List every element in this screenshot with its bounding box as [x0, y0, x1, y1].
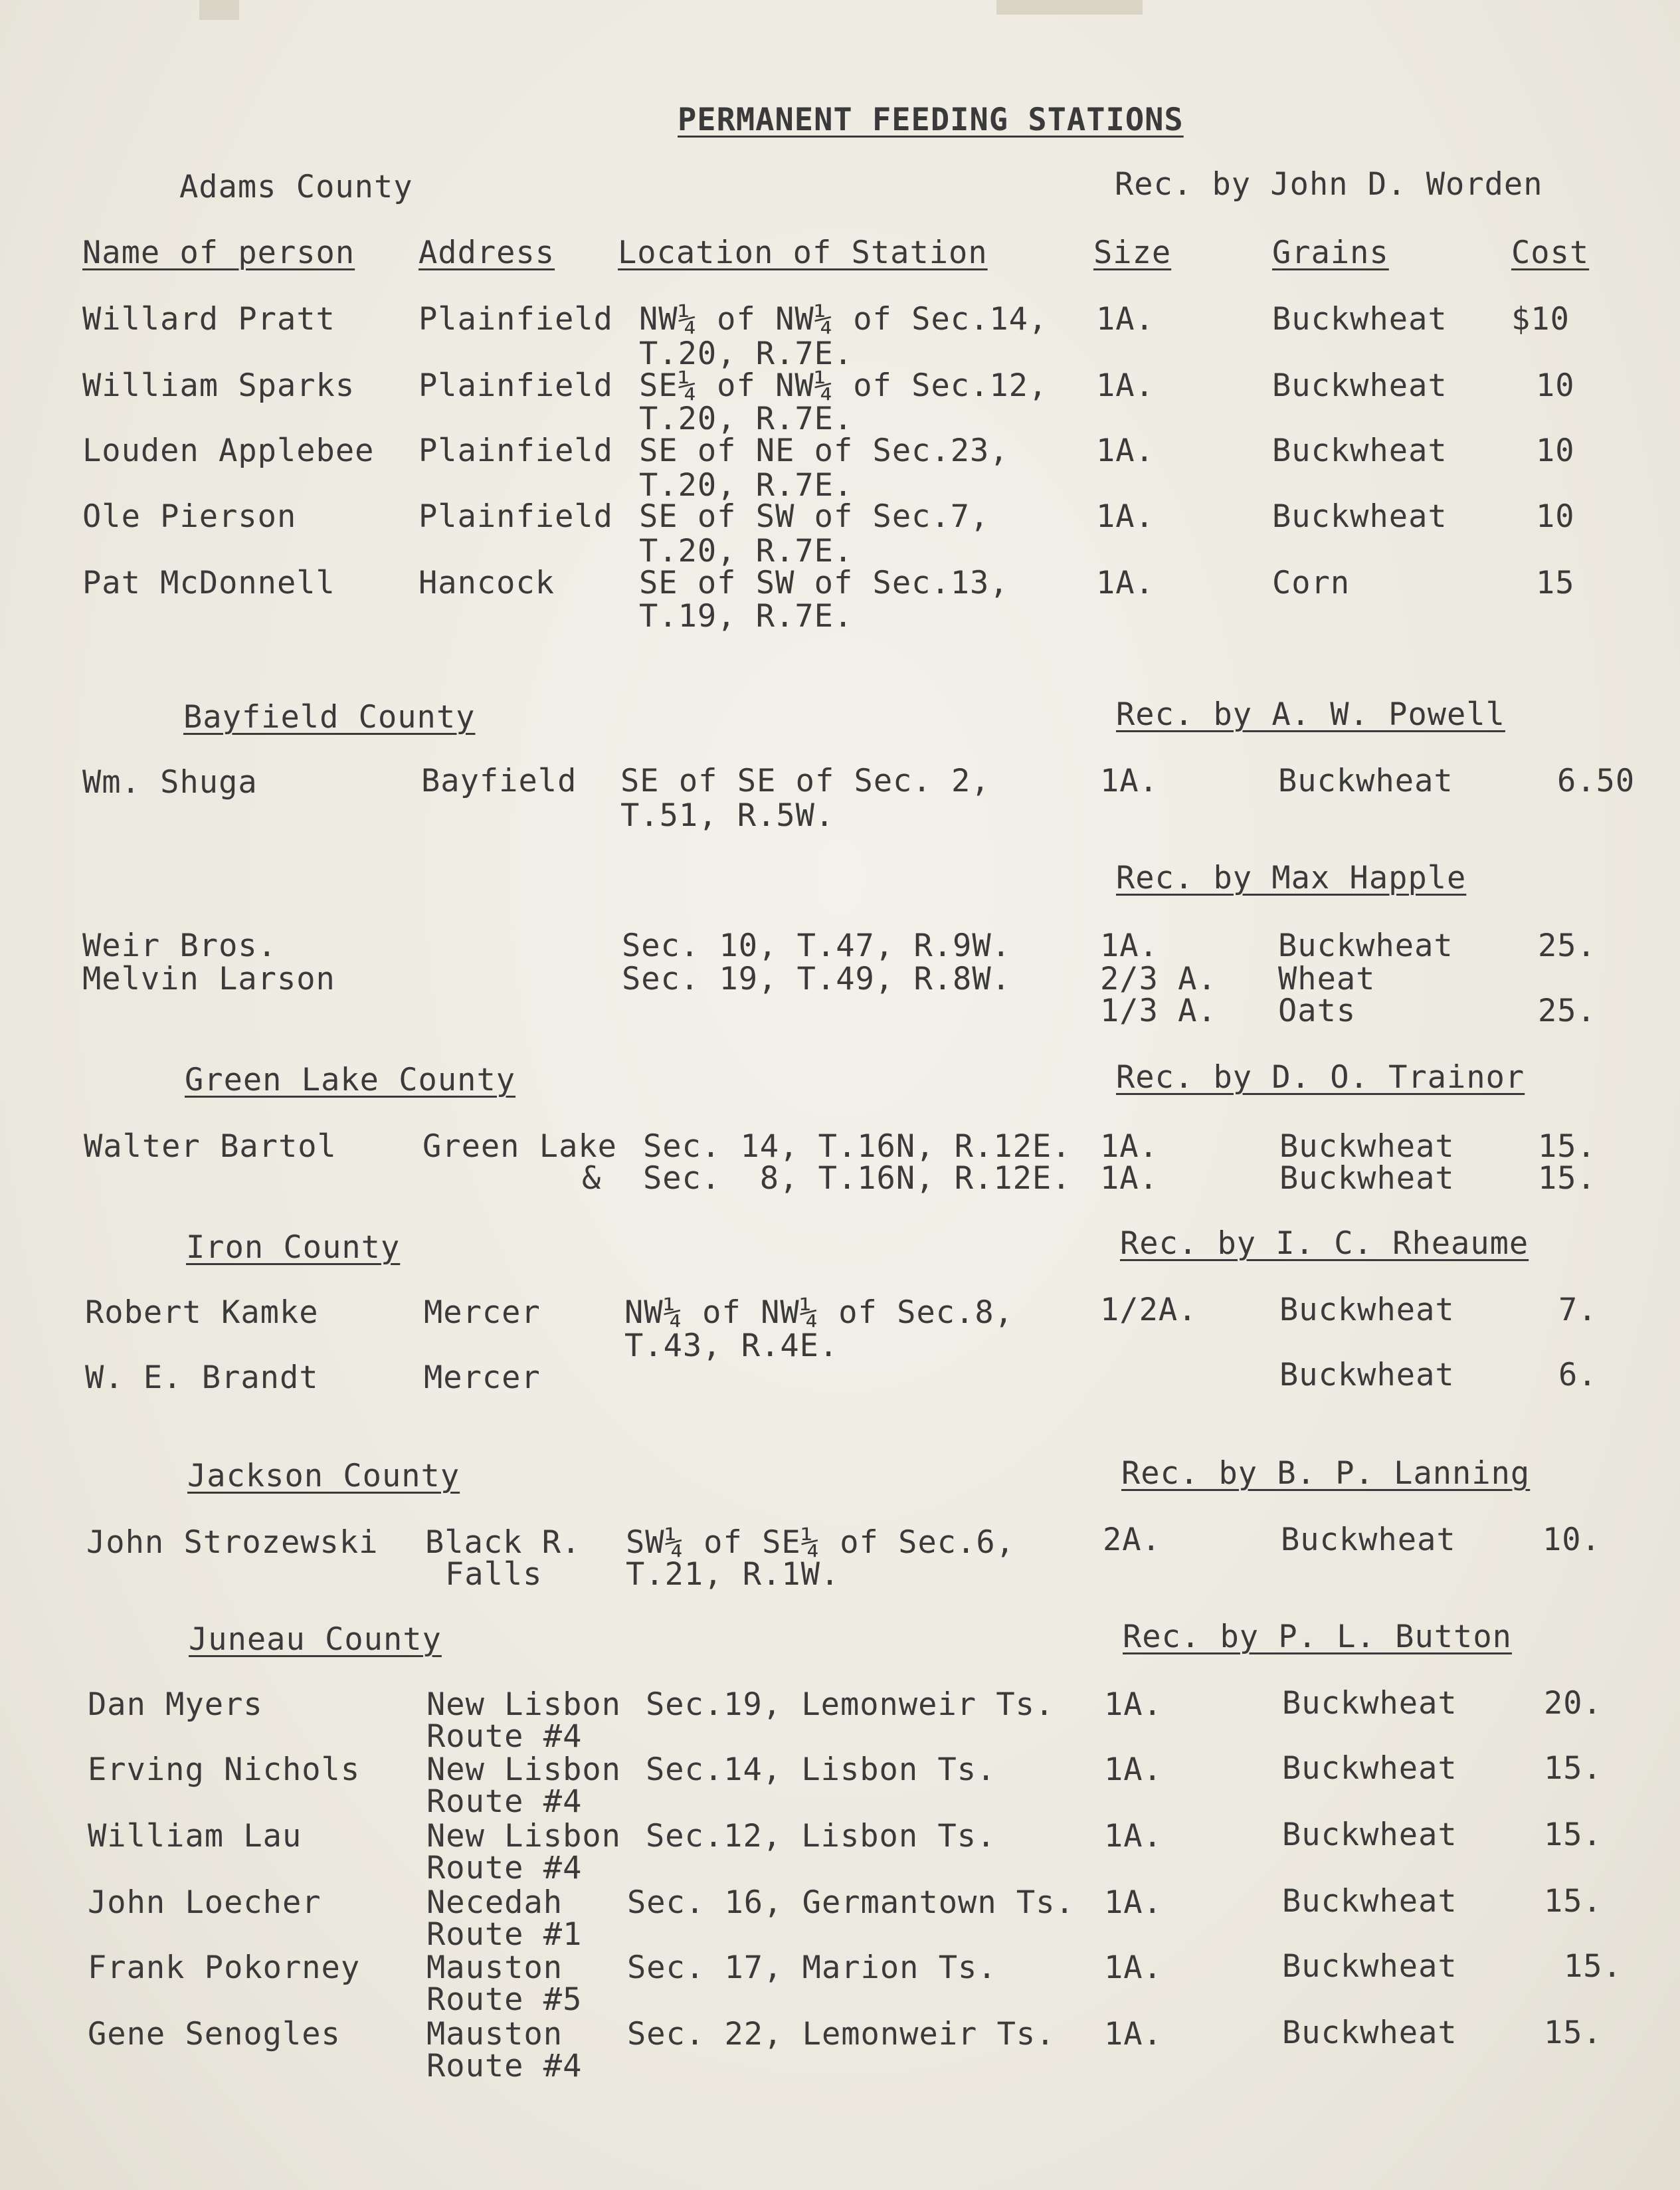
cost: 10.: [1542, 1522, 1601, 1558]
column-header-size: Size: [1093, 235, 1172, 271]
cost: 15.: [1544, 1750, 1602, 1787]
person-name: John Strozewski: [86, 1524, 379, 1561]
person-name: Willard Pratt: [82, 301, 335, 338]
grain: Buckwheat: [1279, 1160, 1455, 1197]
grain: Buckwheat: [1278, 763, 1453, 799]
address: Route #4: [426, 1718, 583, 1755]
address: Plainfield: [419, 367, 613, 404]
address: New Lisbon: [426, 1751, 621, 1788]
grain: Buckwheat: [1282, 1750, 1457, 1787]
ampersand: &: [582, 1160, 602, 1197]
grain: Buckwheat: [1282, 1685, 1457, 1722]
address: Black R.: [425, 1524, 581, 1561]
column-header-grains: Grains: [1272, 235, 1389, 271]
size: 1A.: [1096, 498, 1155, 535]
cost: 15: [1536, 565, 1575, 601]
address: Falls: [445, 1556, 543, 1593]
column-header-address: Address: [419, 235, 555, 271]
size: 1A.: [1100, 1160, 1159, 1197]
size: 1/3 A.: [1100, 993, 1217, 1029]
person-name: Frank Pokorney: [88, 1949, 361, 1986]
size: 1A.: [1096, 565, 1155, 601]
cost: 10: [1536, 433, 1575, 469]
cost: 15.: [1544, 2015, 1602, 2051]
page-title: PERMANENT FEEDING STATIONS: [678, 102, 1184, 138]
location: T.20, R.7E.: [639, 533, 854, 569]
cost: 15.: [1544, 1883, 1602, 1920]
size: 1A.: [1100, 1128, 1159, 1165]
cost: 6.50: [1557, 763, 1635, 799]
cost: 15.: [1544, 1817, 1602, 1853]
recorder: Rec. by B. P. Lanning: [1121, 1455, 1531, 1492]
person-name: William Lau: [88, 1818, 302, 1854]
grain: Buckwheat: [1282, 1948, 1457, 1985]
location: SE of SW of Sec.7,: [639, 498, 990, 535]
address: Mauston: [426, 2016, 563, 2052]
address: Route #4: [426, 1783, 583, 1820]
column-header-location: Location of Station: [618, 235, 988, 271]
recorder: Rec. by Max Happle: [1116, 860, 1467, 896]
cost: 25.: [1538, 993, 1596, 1029]
address: Bayfield: [421, 763, 577, 799]
cost: 6.: [1558, 1357, 1598, 1393]
person-name: William Sparks: [82, 367, 355, 404]
address: Mercer: [424, 1359, 541, 1396]
cost: 25.: [1538, 928, 1596, 964]
size: 1A.: [1096, 367, 1155, 404]
location: SW¼ of SE¼ of Sec.6,: [626, 1524, 1015, 1561]
person-name: Louden Applebee: [82, 433, 375, 469]
location: Sec. 16, Germantown Ts.: [627, 1884, 1075, 1921]
county-heading: Iron County: [186, 1229, 401, 1266]
cost: $10: [1511, 301, 1570, 338]
grain: Buckwheat: [1272, 498, 1447, 535]
address: Route #1: [426, 1916, 583, 1953]
location: Sec.12, Lisbon Ts.: [646, 1818, 996, 1854]
location: Sec. 8, T.16N, R.12E.: [643, 1160, 1072, 1197]
person-name: Erving Nichols: [88, 1751, 361, 1788]
size: 1A.: [1104, 2016, 1163, 2052]
recorder: Rec. by P. L. Button: [1123, 1619, 1512, 1655]
address: Plainfield: [419, 301, 613, 338]
address: New Lisbon: [426, 1686, 621, 1723]
address: Route #4: [426, 1850, 583, 1886]
recorder: Rec. by A. W. Powell: [1116, 696, 1505, 733]
paper-tear: [996, 0, 1143, 15]
recorder: Rec. by D. O. Trainor: [1116, 1059, 1525, 1096]
location: Sec.19, Lemonweir Ts.: [646, 1686, 1055, 1723]
location: Sec. 19, T.49, R.8W.: [622, 961, 1011, 997]
location: Sec. 22, Lemonweir Ts.: [627, 2016, 1056, 2052]
column-header-cost: Cost: [1511, 235, 1590, 271]
recorder: Rec. by John D. Worden: [1115, 166, 1543, 203]
location: Sec. 14, T.16N, R.12E.: [643, 1128, 1072, 1165]
person-name: W. E. Brandt: [85, 1359, 319, 1396]
location: Sec. 10, T.47, R.9W.: [622, 928, 1011, 964]
location: T.51, R.5W.: [620, 797, 835, 834]
location: SE of NE of Sec.23,: [639, 433, 1009, 469]
cost: 10: [1536, 367, 1575, 404]
cost: 20.: [1544, 1685, 1602, 1722]
cost: 10: [1536, 498, 1575, 535]
size: 1A.: [1100, 928, 1159, 964]
location: T.21, R.1W.: [626, 1556, 840, 1593]
county-heading: Adams County: [179, 169, 413, 205]
county-heading: Green Lake County: [185, 1062, 516, 1098]
grain: Buckwheat: [1279, 1292, 1455, 1328]
location: T.20, R.7E.: [639, 401, 854, 437]
address: Necedah: [426, 1884, 563, 1921]
size: 1A.: [1104, 1949, 1163, 1986]
address: Green Lake: [422, 1128, 617, 1165]
paper-tear: [199, 0, 239, 20]
cost: 15.: [1538, 1160, 1596, 1197]
size: 1/2A.: [1100, 1292, 1198, 1328]
grain: Buckwheat: [1279, 1128, 1455, 1165]
grain: Wheat: [1278, 961, 1376, 997]
location: NW¼ of NW¼ of Sec.8,: [624, 1294, 1014, 1331]
size: 1A.: [1096, 433, 1155, 469]
address: Plainfield: [419, 433, 613, 469]
person-name: Pat McDonnell: [82, 565, 335, 601]
address: Mercer: [424, 1294, 541, 1331]
person-name: Melvin Larson: [82, 961, 335, 997]
county-heading: Juneau County: [189, 1621, 442, 1658]
person-name: Dan Myers: [88, 1686, 263, 1723]
size: 1A.: [1104, 1686, 1163, 1723]
size: 1A.: [1104, 1818, 1163, 1854]
grain: Buckwheat: [1278, 928, 1453, 964]
recorder: Rec. by I. C. Rheaume: [1120, 1225, 1529, 1262]
cost: 7.: [1558, 1292, 1598, 1328]
location: SE of SW of Sec.13,: [639, 565, 1009, 601]
grain: Corn: [1272, 565, 1351, 601]
person-name: John Loecher: [88, 1884, 322, 1921]
address: Mauston: [426, 1949, 563, 1986]
cost: 15.: [1538, 1128, 1596, 1165]
location: NW¼ of NW¼ of Sec.14,: [639, 301, 1048, 338]
address: Hancock: [419, 565, 555, 601]
grain: Buckwheat: [1282, 1817, 1457, 1853]
location: T.20, R.7E.: [639, 336, 854, 372]
size: 1A.: [1096, 301, 1155, 338]
address: Route #4: [426, 2048, 583, 2084]
grain: Buckwheat: [1279, 1357, 1455, 1393]
address: New Lisbon: [426, 1818, 621, 1854]
address: Plainfield: [419, 498, 613, 535]
location: SE¼ of NW¼ of Sec.12,: [639, 367, 1048, 404]
size: 1A.: [1100, 763, 1159, 799]
county-heading: Jackson County: [187, 1458, 460, 1494]
location: Sec.14, Lisbon Ts.: [646, 1751, 996, 1788]
person-name: Robert Kamke: [85, 1294, 319, 1331]
size: 2A.: [1103, 1522, 1161, 1558]
grain: Buckwheat: [1272, 433, 1447, 469]
person-name: Weir Bros.: [82, 928, 277, 964]
size: 1A.: [1104, 1751, 1163, 1788]
grain: Buckwheat: [1272, 367, 1447, 404]
column-header-name: Name of person: [82, 235, 355, 271]
location: SE of SE of Sec. 2,: [620, 763, 990, 799]
person-name: Ole Pierson: [82, 498, 297, 535]
person-name: Wm. Shuga: [82, 764, 258, 801]
grain: Buckwheat: [1272, 301, 1447, 338]
size: 2/3 A.: [1100, 961, 1217, 997]
person-name: Gene Senogles: [88, 2016, 341, 2052]
county-heading: Bayfield County: [183, 699, 476, 736]
grain: Oats: [1278, 993, 1356, 1029]
grain: Buckwheat: [1281, 1522, 1456, 1558]
location: T.20, R.7E.: [639, 467, 854, 504]
grain: Buckwheat: [1282, 2015, 1457, 2051]
size: 1A.: [1104, 1884, 1163, 1921]
address: Route #5: [426, 1981, 583, 2018]
cost: 15.: [1564, 1948, 1622, 1985]
grain: Buckwheat: [1282, 1883, 1457, 1920]
location: Sec. 17, Marion Ts.: [627, 1949, 997, 1986]
person-name: Walter Bartol: [84, 1128, 337, 1165]
location: T.43, R.4E.: [624, 1328, 839, 1364]
location: T.19, R.7E.: [639, 598, 854, 635]
